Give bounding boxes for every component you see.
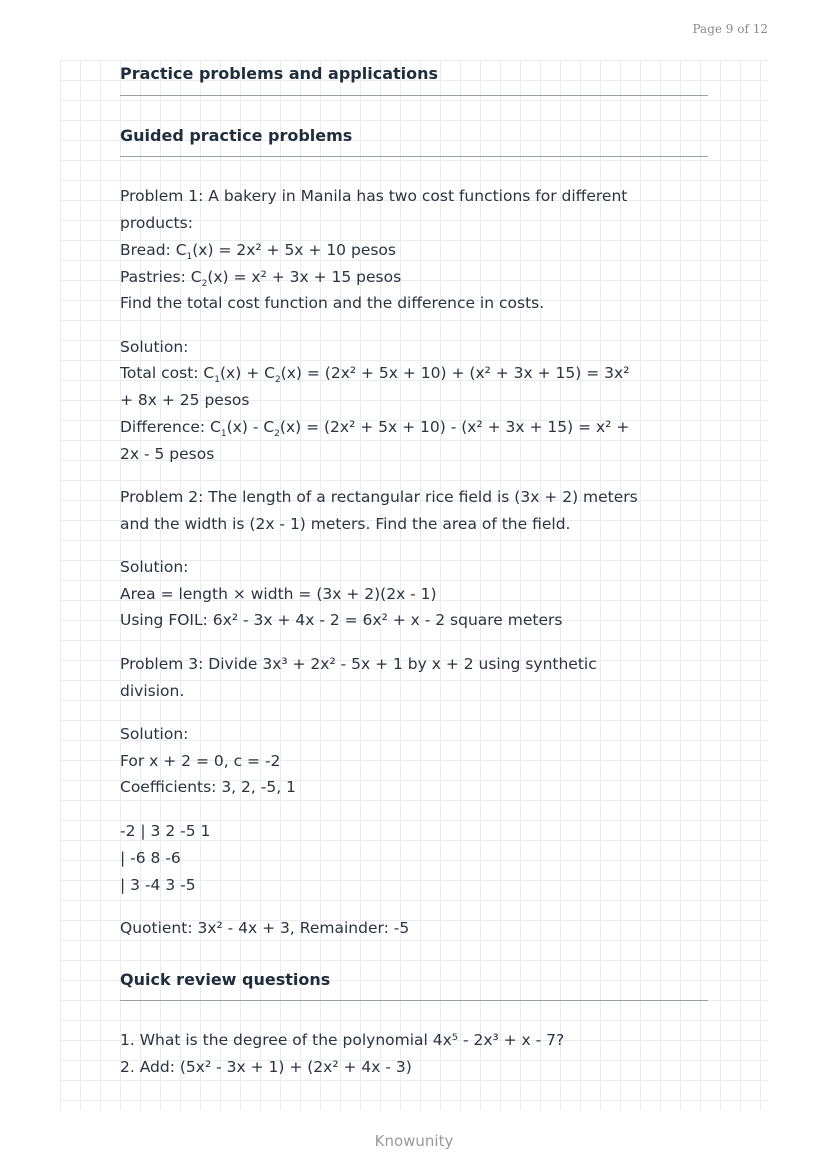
- problem3-step1: For x + 2 = 0, c = -2: [120, 752, 281, 770]
- problem1-total: Total cost: $C_1(x) + C_2(x) = (2x^2 + 5x + 10) + (x^2 + 3x + 15) = 3x^2$: [120, 364, 630, 385]
- divider: [120, 95, 708, 96]
- problem1-total-cont: + 8x + 25 pesos: [120, 391, 250, 409]
- synthetic-division-row3: | 3 -4 3 -5: [120, 876, 196, 894]
- problem2-line1: Problem 2: The length of a rectangular rice field is (3x + 2) meters: [120, 488, 638, 506]
- problem2-foil: Using FOIL: 6x² - 3x + 4x - 2 = 6x² + x - 2 square meters: [120, 611, 563, 629]
- problem2-solution-label: Solution:: [120, 558, 189, 576]
- problem3-line1: Problem 3: Divide 3x³ + 2x² - 5x + 1 by x + 2 using synthetic: [120, 655, 597, 673]
- problem1-line2: products:: [120, 214, 193, 232]
- problem1-task: Find the total cost function and the difference in costs.: [120, 294, 545, 312]
- synthetic-division-row1: -2 | 3 2 -5 1: [120, 822, 211, 840]
- problem1-solution-label: Solution:: [120, 338, 189, 356]
- problem1-bread: Bread: $C_1(x) = 2x^2 + 5x + 10$ pesos: [120, 241, 396, 262]
- footer-watermark: Knowunity: [374, 1132, 454, 1150]
- synthetic-division-row2: | -6 8 -6: [120, 849, 181, 867]
- section-heading-practice: Practice problems and applications: [120, 64, 439, 83]
- problem2-line2: and the width is (2x - 1) meters. Find the area of the field.: [120, 515, 571, 533]
- section-heading-guided: Guided practice problems: [120, 126, 353, 145]
- problem3-line2: division.: [120, 682, 185, 700]
- review-question-2: 2. Add: (5x² - 3x + 1) + (2x² + 4x - 3): [120, 1058, 412, 1076]
- problem3-coefficients: Coefficients: 3, 2, -5, 1: [120, 778, 296, 796]
- problem1-pastries: Pastries: $C_2(x) = x^2 + 3x + 15$ pesos: [120, 268, 402, 289]
- section-heading-review: Quick review questions: [120, 970, 331, 989]
- problem1-line1: Problem 1: A bakery in Manila has two cost functions for different: [120, 187, 628, 205]
- problem3-solution-label: Solution:: [120, 725, 189, 743]
- problem1-difference: Difference: $C_1(x) - C_2(x) = (2x^2 + 5x + 10) - (x^2 + 3x + 15) = x^2$ +: [120, 418, 630, 439]
- problem3-quotient: Quotient: 3x² - 4x + 3, Remainder: -5: [120, 919, 410, 937]
- problem1-difference-cont: 2x - 5 pesos: [120, 445, 215, 463]
- divider: [120, 156, 708, 157]
- divider: [120, 1000, 708, 1001]
- page-number: Page 9 of 12: [692, 22, 768, 36]
- problem2-area: Area = length × width = (3x + 2)(2x - 1): [120, 585, 437, 603]
- review-question-1: 1. What is the degree of the polynomial 4x⁵ - 2x³ + x - 7?: [120, 1031, 565, 1049]
